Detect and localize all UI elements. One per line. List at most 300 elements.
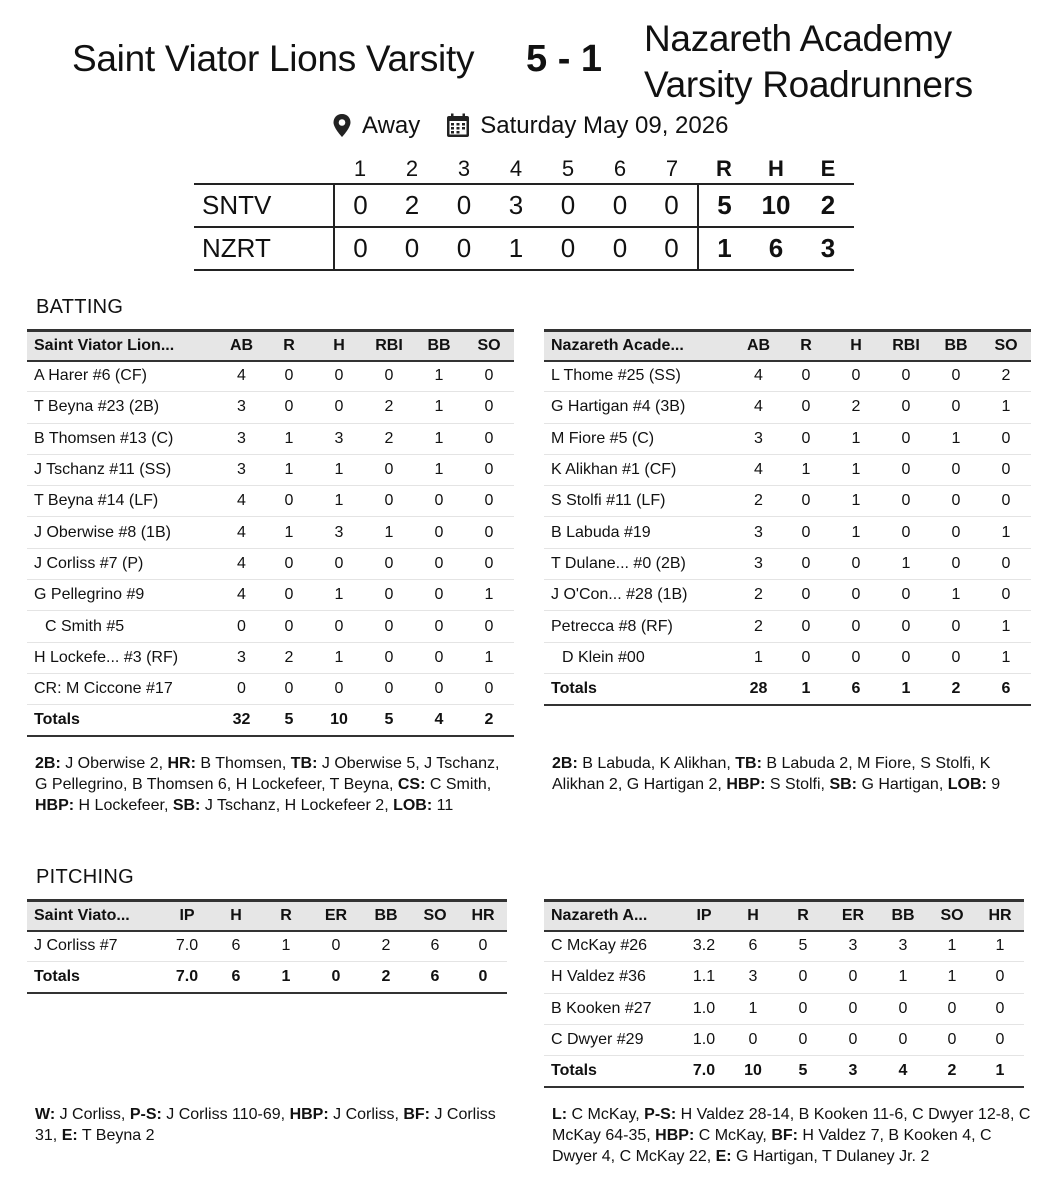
stat-value: 0 [851, 586, 861, 604]
stat-value: 6 [748, 937, 758, 955]
stat-value: 1 [801, 679, 811, 697]
player-name: T Beyna #23 (2B) [34, 398, 160, 416]
stat-value: 0 [484, 492, 494, 510]
totals-label: Totals [551, 1062, 597, 1080]
home-pitching-table [27, 899, 507, 994]
inning-score: 0 [353, 190, 368, 220]
stat-value: 2 [381, 968, 391, 986]
stat-value: 0 [334, 617, 344, 635]
stat-column-header: IP [696, 906, 712, 924]
inning-score: 1 [508, 233, 524, 263]
stat-value: 0 [848, 968, 858, 986]
stat-value: 0 [995, 1031, 1005, 1049]
note-text: C McKay, [567, 1106, 645, 1123]
stat-column-header: H [230, 906, 242, 924]
totals-row [27, 705, 514, 736]
note-label: P-S: [644, 1106, 677, 1123]
stat-column-header: SO [994, 336, 1018, 354]
stat-value: 3 [848, 937, 858, 955]
stat-value: 0 [1001, 554, 1011, 572]
player-name: T Dulane... #0 (2B) [551, 554, 686, 572]
stat-value: 2 [851, 398, 861, 416]
table-row [544, 517, 1031, 548]
note-label: P-S: [129, 1106, 162, 1123]
stat-value: 0 [848, 999, 858, 1017]
totals-row [27, 962, 507, 993]
stat-value: 1 [281, 937, 291, 955]
away-batting-table [544, 329, 1031, 706]
stat-value: 0 [478, 937, 488, 955]
stat-value: 1 [901, 679, 911, 697]
stat-value: 0 [798, 999, 808, 1017]
stat-value: 2 [951, 679, 961, 697]
inning-header: 3 [457, 155, 471, 181]
stat-value: 0 [484, 429, 494, 447]
stat-value: 0 [801, 648, 811, 666]
stat-value: 1.0 [692, 1031, 716, 1049]
note-text: H Lockefeer, [74, 797, 173, 814]
stat-column-header: ER [841, 906, 865, 924]
stat-value: 0 [901, 367, 911, 385]
stat-value: 3 [748, 968, 758, 986]
stat-value: 1 [947, 968, 957, 986]
player-name: J O'Con... #28 (1B) [551, 586, 688, 604]
note-label: 2B: [552, 755, 578, 772]
stat-value: 3 [237, 398, 246, 416]
note-text: J Corliss 110-69, [161, 1106, 290, 1123]
note-label: HBP: [726, 776, 766, 793]
stat-value: 0 [484, 554, 494, 572]
inning-score: 0 [612, 233, 628, 263]
player-name: J Oberwise #8 (1B) [34, 523, 171, 541]
player-name: S Stolfi #11 (LF) [551, 492, 666, 510]
player-name: J Corliss #7 [34, 937, 118, 955]
stat-value: 10 [330, 711, 348, 729]
stat-value: 7.0 [692, 1062, 716, 1080]
stat-value: 0 [801, 586, 811, 604]
stat-value: 1 [1001, 398, 1011, 416]
stat-value: 2 [384, 398, 394, 416]
stat-value: 0 [801, 398, 811, 416]
stat-value: 1 [434, 367, 444, 385]
away-team-name [644, 16, 973, 108]
stat-value: 0 [851, 367, 861, 385]
player-name: J Tschanz #11 (SS) [34, 461, 172, 479]
table-row [544, 548, 1031, 579]
inning-score: 0 [456, 233, 472, 263]
stat-value: 0 [898, 1031, 908, 1049]
player-name: H Valdez #36 [551, 968, 646, 986]
stat-column-header: BB [891, 906, 915, 924]
inning-score: 0 [664, 190, 679, 220]
stat-value: 0 [901, 398, 911, 416]
note-label: TB: [290, 755, 318, 772]
stat-value: 3 [848, 1062, 858, 1080]
stat-value: 0 [951, 617, 961, 635]
stat-value: 1 [748, 999, 758, 1017]
stat-column-header: H [747, 906, 759, 924]
stat-value: 0 [851, 617, 861, 635]
stat-column-header: AB [229, 336, 254, 354]
stat-column-header: R [280, 906, 292, 924]
table-row [27, 517, 514, 548]
hits-total: 10 [761, 190, 791, 220]
stat-value: 0 [237, 617, 246, 635]
team-column-header: Saint Viato... [34, 906, 130, 924]
note-label: W: [35, 1106, 56, 1123]
inning-score: 0 [456, 190, 472, 220]
stat-column-header: HR [471, 906, 495, 924]
table-row [544, 580, 1031, 611]
stat-value: 0 [951, 523, 961, 541]
inning-score: 3 [508, 190, 524, 220]
stat-value: 1 [284, 461, 294, 479]
stat-value: 2 [1001, 367, 1011, 385]
totals-label: Totals [34, 968, 80, 986]
stat-column-header: R [283, 336, 295, 354]
note-label: LOB: [393, 797, 433, 814]
stat-value: 0 [1001, 492, 1011, 510]
stat-value: 0 [801, 523, 811, 541]
stat-value: 1 [434, 429, 444, 447]
stat-value: 4 [237, 586, 246, 604]
stat-value: 0 [484, 680, 494, 698]
table-row [27, 673, 514, 704]
stat-value: 3 [754, 523, 763, 541]
stat-value: 0 [484, 523, 494, 541]
line-score-row [194, 184, 854, 227]
stat-value: 3 [237, 648, 246, 666]
stat-value: 0 [384, 461, 394, 479]
stat-value: 0 [951, 367, 961, 385]
stat-value: 1 [898, 968, 908, 986]
totals-row [544, 1056, 1024, 1087]
stat-value: 0 [851, 648, 861, 666]
stat-value: 1 [851, 429, 861, 447]
stat-value: 5 [384, 711, 394, 729]
table-row [544, 642, 1031, 673]
stat-value: 0 [434, 617, 444, 635]
location-label: Away [362, 112, 421, 139]
table-row [544, 486, 1031, 517]
stat-value: 1 [901, 554, 911, 572]
stat-value: 0 [801, 617, 811, 635]
totals-row [544, 673, 1031, 704]
stat-value: 1 [281, 968, 291, 986]
stat-value: 0 [798, 968, 808, 986]
inning-score: 0 [560, 233, 576, 263]
note-label: SB: [829, 776, 858, 793]
table-row [544, 361, 1031, 392]
stat-value: 0 [284, 554, 294, 572]
note-label: HBP: [655, 1127, 695, 1144]
stat-value: 1 [851, 492, 861, 510]
stat-value: 0 [748, 1031, 758, 1049]
stat-value: 2 [381, 937, 391, 955]
stat-value: 2 [947, 1062, 957, 1080]
stat-column-header: R [800, 336, 812, 354]
calendar-icon [446, 113, 470, 139]
stat-value: 4 [237, 523, 246, 541]
inning-score: 0 [353, 233, 368, 263]
stat-value: 0 [434, 554, 444, 572]
stat-value: 10 [744, 1062, 762, 1080]
stat-value: 0 [284, 617, 294, 635]
stat-value: 0 [801, 429, 811, 447]
note-text: B Thomsen, [195, 755, 291, 772]
stat-value: 4 [434, 711, 444, 729]
inning-header: 7 [665, 155, 679, 181]
batting-section-title: BATTING [36, 296, 124, 318]
stat-value: 0 [901, 586, 911, 604]
table-row [27, 580, 514, 611]
stat-value: 0 [947, 1031, 957, 1049]
stat-value: 0 [284, 398, 294, 416]
hits-header: H [768, 155, 784, 181]
stat-value: 3 [334, 429, 344, 447]
stat-value: 1 [951, 429, 961, 447]
stat-column-header: HR [988, 906, 1012, 924]
team-abbr: SNTV [194, 184, 334, 227]
inning-header: 2 [405, 155, 419, 181]
stat-column-header: R [797, 906, 809, 924]
stat-value: 1.0 [692, 999, 716, 1017]
stat-value: 0 [1001, 429, 1011, 447]
line-score-header [194, 154, 854, 184]
note-text: J Oberwise 5, J Tschanz, G Pellegrino, B Thomsen 6, H Lockefeer, T Beyna, [35, 755, 500, 793]
player-name: CR: M Ciccone #17 [34, 680, 173, 698]
stat-value: 0 [901, 429, 911, 447]
stat-value: 1 [334, 492, 344, 510]
player-name: H Lockefe... #3 (RF) [34, 648, 179, 666]
stat-value: 2 [754, 586, 763, 604]
stat-value: 0 [951, 398, 961, 416]
runs-total: 5 [698, 184, 750, 227]
stat-value: 1 [1001, 648, 1011, 666]
stat-value: 0 [995, 968, 1005, 986]
stat-value: 1 [284, 523, 294, 541]
table-row [27, 611, 514, 642]
stat-value: 0 [334, 398, 344, 416]
line-score-table [194, 154, 854, 271]
note-label: BF: [771, 1127, 798, 1144]
stat-value: 0 [951, 648, 961, 666]
note-text: G Hartigan, T Dulaney Jr. 2 [731, 1148, 930, 1165]
stat-value: 1 [754, 648, 763, 666]
stat-value: 4 [754, 367, 763, 385]
stat-value: 0 [384, 617, 394, 635]
inning-score: 0 [664, 233, 679, 263]
table-row [27, 642, 514, 673]
stat-value: 6 [430, 968, 440, 986]
stat-value: 3 [237, 461, 246, 479]
stat-value: 7.0 [175, 937, 199, 955]
totals-label: Totals [551, 679, 597, 697]
note-text: B Labuda, K Alikhan, [577, 755, 736, 772]
home-batting-notes [35, 753, 515, 816]
stat-value: 4 [237, 492, 246, 510]
stat-value: 1 [434, 398, 444, 416]
stat-column-header: H [333, 336, 345, 354]
stat-value: 6 [851, 679, 861, 697]
away-team-name-line1: Nazareth Academy [644, 18, 952, 59]
stat-value: 0 [434, 648, 444, 666]
player-name: Petrecca #8 (RF) [551, 617, 673, 635]
note-label: LOB: [947, 776, 987, 793]
stat-value: 1 [334, 461, 344, 479]
stat-column-header: SO [477, 336, 501, 354]
stat-value: 0 [848, 1031, 858, 1049]
player-name: C McKay #26 [551, 937, 648, 955]
stat-value: 0 [284, 680, 294, 698]
stat-column-header: SO [940, 906, 964, 924]
stat-value: 0 [434, 680, 444, 698]
stat-value: 0 [384, 367, 394, 385]
stat-value: 3 [754, 554, 763, 572]
table-row [27, 361, 514, 392]
stat-value: 3 [754, 429, 763, 447]
stat-value: 0 [901, 617, 911, 635]
note-label: SB: [172, 797, 201, 814]
inning-header: 1 [353, 155, 367, 181]
stat-value: 0 [898, 999, 908, 1017]
stat-value: 2 [284, 648, 294, 666]
home-team-name: Saint Viator Lions Varsity [72, 38, 475, 79]
table-header-row [27, 901, 507, 931]
stat-value: 0 [334, 680, 344, 698]
runs-header: R [716, 155, 732, 181]
stat-value: 1 [995, 937, 1005, 955]
stat-value: 0 [801, 554, 811, 572]
note-text: 9 [986, 776, 1001, 793]
hits-total: 6 [768, 233, 784, 263]
stat-value: 1 [384, 523, 394, 541]
note-label: E: [61, 1127, 78, 1144]
inning-score: 0 [404, 233, 420, 263]
note-text: H Valdez 7, B Kooken 4, C Dwyer 4, C McKay 22, [552, 1127, 992, 1165]
away-team-name-line2: Varsity Roadrunners [644, 64, 973, 105]
note-label: E: [715, 1148, 732, 1165]
stat-value: 1 [284, 429, 294, 447]
stat-value: 0 [901, 648, 911, 666]
note-text: C Smith, [425, 776, 492, 793]
player-name: G Hartigan #4 (3B) [551, 398, 686, 416]
stat-value: 1 [484, 586, 494, 604]
player-name: A Harer #6 (CF) [34, 367, 147, 385]
stat-value: 6 [231, 937, 241, 955]
note-label: 2B: [35, 755, 61, 772]
stat-value: 1 [851, 461, 861, 479]
stat-value: 5 [284, 711, 294, 729]
note-label: HR: [167, 755, 196, 772]
game-date: Saturday May 09, 2026 [480, 112, 729, 139]
stat-value: 1 [334, 586, 344, 604]
table-header-row [544, 331, 1031, 361]
stat-column-header: IP [179, 906, 195, 924]
inning-score: 0 [560, 190, 576, 220]
table-row [544, 454, 1031, 485]
inning-header: 5 [561, 155, 575, 181]
stat-value: 1 [995, 1062, 1005, 1080]
inning-header: 4 [509, 155, 523, 181]
table-row [544, 392, 1031, 423]
stat-value: 4 [237, 554, 246, 572]
stat-value: 0 [384, 492, 394, 510]
table-row [27, 423, 514, 454]
note-text: J Corliss, [328, 1106, 404, 1123]
player-name: L Thome #25 (SS) [551, 367, 681, 385]
stat-column-header: SO [423, 906, 447, 924]
note-text: B Labuda 2, M Fiore, S Stolfi, K Alikhan 2, G Hartigan 2, [552, 755, 991, 793]
stat-value: 0 [384, 648, 394, 666]
stat-column-header: H [850, 336, 862, 354]
table-row [544, 423, 1031, 454]
note-label: HBP: [289, 1106, 329, 1123]
stat-value: 4 [754, 398, 763, 416]
stat-value: 6 [1001, 679, 1011, 697]
runs-total: 1 [698, 227, 750, 270]
team-column-header: Saint Viator Lion... [34, 336, 175, 354]
table-row [544, 962, 1024, 993]
stat-value: 5 [798, 1062, 808, 1080]
stat-column-header: AB [746, 336, 771, 354]
stat-value: 0 [384, 586, 394, 604]
table-row [27, 392, 514, 423]
stat-value: 0 [901, 492, 911, 510]
stat-column-header: RBI [892, 336, 920, 354]
stat-value: 1 [947, 937, 957, 955]
stat-value: 0 [484, 398, 494, 416]
note-text: 11 [432, 797, 454, 814]
note-text: J Oberwise 2, [60, 755, 168, 772]
final-score: 5 - 1 [526, 38, 603, 80]
team-abbr: NZRT [194, 227, 334, 270]
stat-value: 0 [237, 680, 246, 698]
stat-value: 0 [334, 554, 344, 572]
stat-value: 7.0 [175, 968, 199, 986]
stat-value: 0 [484, 367, 494, 385]
home-pitching-notes [35, 1104, 515, 1146]
stat-value: 0 [484, 461, 494, 479]
totals-label: Totals [34, 711, 80, 729]
pitching-section-title: PITCHING [36, 866, 134, 888]
stat-value: 0 [434, 523, 444, 541]
stat-value: 3 [898, 937, 908, 955]
table-row [27, 486, 514, 517]
stat-column-header: ER [324, 906, 348, 924]
stat-value: 0 [331, 968, 341, 986]
stat-value: 0 [434, 586, 444, 604]
stat-value: 4 [898, 1062, 908, 1080]
stat-value: 0 [901, 523, 911, 541]
stat-value: 2 [754, 617, 763, 635]
note-text: J Corliss, [55, 1106, 130, 1123]
player-name: T Beyna #14 (LF) [34, 492, 159, 510]
player-name: G Pellegrino #9 [34, 586, 145, 604]
stat-value: 1 [851, 523, 861, 541]
note-label: CS: [397, 776, 426, 793]
player-name: B Thomsen #13 (C) [34, 429, 174, 447]
stat-value: 1 [1001, 523, 1011, 541]
stat-value: 0 [284, 586, 294, 604]
stat-value: 0 [995, 999, 1005, 1017]
away-pitching-notes [552, 1104, 1032, 1167]
errors-total: 3 [820, 233, 836, 263]
table-row [544, 1024, 1024, 1055]
away-batting-notes [552, 753, 1032, 795]
stat-value: 2 [384, 429, 394, 447]
stat-value: 28 [749, 679, 768, 697]
